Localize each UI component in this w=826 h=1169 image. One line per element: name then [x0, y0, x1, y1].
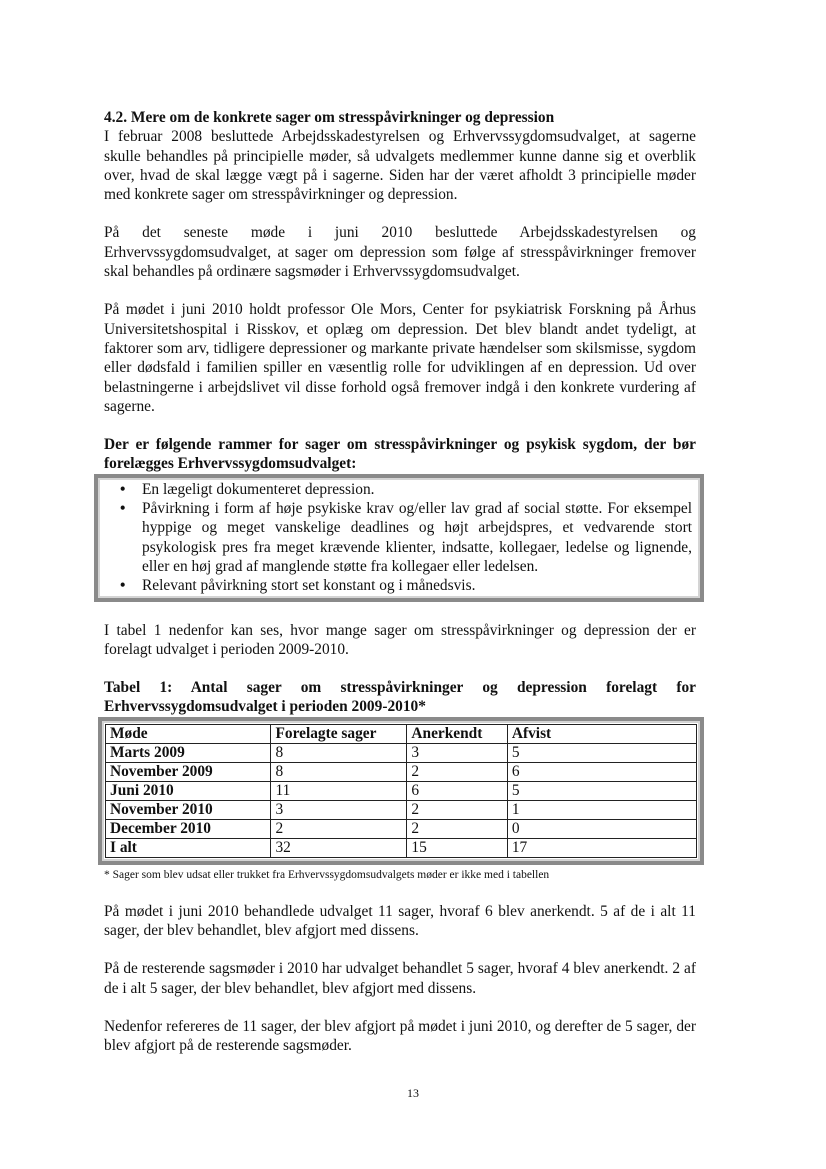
- table-cell: 32: [271, 838, 407, 857]
- closing-paragraph-3: Nedenfor refereres de 11 sager, der blev afgjort på mødet i juni 2010, og derefter de 5 sager, der blev afgjort på de resterende sagsmøder.: [104, 1017, 696, 1055]
- table-frame: [98, 717, 704, 865]
- table-cell: 8: [271, 743, 407, 762]
- table-cell: 11: [271, 781, 407, 800]
- closing-paragraph-2: På de resterende sagsmøder i 2010 har udvalget behandlet 5 sager, hvoraf 4 blev anerkendt. 2 af de i alt 5 sager, der blev behandlet, blev afgjort med dissens.: [104, 960, 696, 997]
- page-content: [104, 108, 696, 1056]
- table-cell: 2: [407, 762, 507, 781]
- criteria-box: [94, 474, 704, 602]
- table-intro: I tabel 1 nedenfor kan ses, hvor mange sager om stresspåvirkninger og depression der er forelagt udvalget i perioden 2009-2010.: [104, 621, 696, 658]
- table-caption: Tabel 1: Antal sager om stresspåvirkninger og depression forelagt for Erhvervssygdomsudvalget i perioden 2009-2010*: [104, 679, 696, 716]
- table-cell: 3: [271, 800, 407, 819]
- row-label-cell: November 2010: [106, 800, 271, 819]
- table-row: [106, 781, 697, 800]
- criteria-item: • En lægeligt dokumenteret depression.: [120, 480, 375, 498]
- table-cell: 2: [407, 800, 507, 819]
- bullet-icon: •: [120, 480, 126, 498]
- table-cell: 6: [507, 762, 696, 781]
- table-cell: 17: [507, 838, 696, 857]
- table-row: [106, 743, 697, 762]
- table-footnote: * Sager som blev udsat eller trukket fra Erhvervssygdomsudvalgets møder er ikke med i tabellen: [104, 868, 550, 881]
- paragraph-1: I februar 2008 besluttede Arbejdsskadestyrelsen og Erhvervssygdomsudvalget, at sagerne skulle behandles på principielle møder, så udvalgets medlemmer kunne danne sig et overblik over, hvad de skal lægge vægt på i sagerne. Siden har der været afholdt 3 principielle møder med konkrete sager om stresspåvirkninger og depression.: [104, 128, 696, 204]
- bullet-icon: •: [120, 577, 126, 595]
- criteria-item: • Relevant påvirkning stort set konstant og i månedsvis.: [120, 577, 476, 595]
- column-header-rejected: Afvist: [507, 724, 696, 743]
- table-cell: 0: [507, 819, 696, 838]
- section-title: 4.2. Mere om de konkrete sager om stresspåvirkninger og depression: [104, 109, 555, 126]
- table-cell: 5: [507, 743, 696, 762]
- criteria-list: [108, 480, 692, 596]
- column-header-submitted: Forelagte sager: [271, 724, 407, 743]
- table-row: [106, 819, 697, 838]
- row-label-cell: I alt: [106, 838, 271, 857]
- closing-paragraph-1: På mødet i juni 2010 behandlede udvalget 11 sager, hvoraf 6 blev anerkendt. 5 af de i alt 11 sager, der blev behandlet, blev afgjort med dissens.: [104, 902, 696, 940]
- cases-table: [105, 724, 697, 858]
- table-cell: 1: [507, 800, 696, 819]
- table-row: [106, 800, 697, 819]
- row-label-cell: Juni 2010: [106, 781, 271, 800]
- table-cell: 2: [271, 819, 407, 838]
- table-body: [106, 743, 697, 857]
- page-number: 13: [407, 1086, 419, 1100]
- bullet-icon: •: [120, 500, 126, 518]
- table-cell: 6: [407, 781, 507, 800]
- table-row: [106, 838, 697, 857]
- paragraph-3: På mødet i juni 2010 holdt professor Ole Mors, Center for psykiatrisk Forskning på Århus Universitetshospital i Risskov, et oplæg om depression. Det blev blandt andet tydeligt, at faktorer som arv, tidligere depressioner og markante private hændelser som skilsmisse, sygdom eller dødsfald i familien spiller en væsentlig rolle for udviklingen af en depression. Ud over belastningerne i arbejdslivet vil disse forhold også fremover indgå i den konkrete vurdering af sagerne.: [104, 301, 696, 415]
- table-header-row: [106, 724, 697, 743]
- paragraph-2: På det seneste møde i juni 2010 besluttede Arbejdsskadestyrelsen og Erhvervssygdomsudvalget, at sager om depression som følge af stresspåvirkninger fremover skal behandles på ordinære sagsmøder i Erhvervssygdomsudvalget.: [104, 224, 696, 281]
- table-cell: 5: [507, 781, 696, 800]
- row-label-cell: November 2009: [106, 762, 271, 781]
- column-header-approved: Anerkendt: [407, 724, 507, 743]
- table-cell: 8: [271, 762, 407, 781]
- row-label-cell: December 2010: [106, 819, 271, 838]
- table-cell: 15: [407, 838, 507, 857]
- table-cell: 3: [407, 743, 507, 762]
- table-cell: 2: [407, 819, 507, 838]
- table-row: [106, 762, 697, 781]
- criteria-item: • Påvirkning i form af høje psykiske krav og/eller lav grad af social støtte. For eksempel hyppige og meget vanskelige deadlines og højt arbejdspres, et vedvarende stort psykologisk pres fra meget krævende klienter, indsatte, kollegaer, ledelse og lignende, eller en høj grad af manglende støtte fra kollegaer eller ledelsen.: [120, 500, 692, 575]
- criteria-intro: Der er følgende rammer for sager om stresspåvirkninger og psykisk sygdom, der bør forelægges Erhvervssygdomsudvalget:: [104, 436, 696, 473]
- column-header-meeting: Møde: [106, 724, 271, 743]
- row-label-cell: Marts 2009: [106, 743, 271, 762]
